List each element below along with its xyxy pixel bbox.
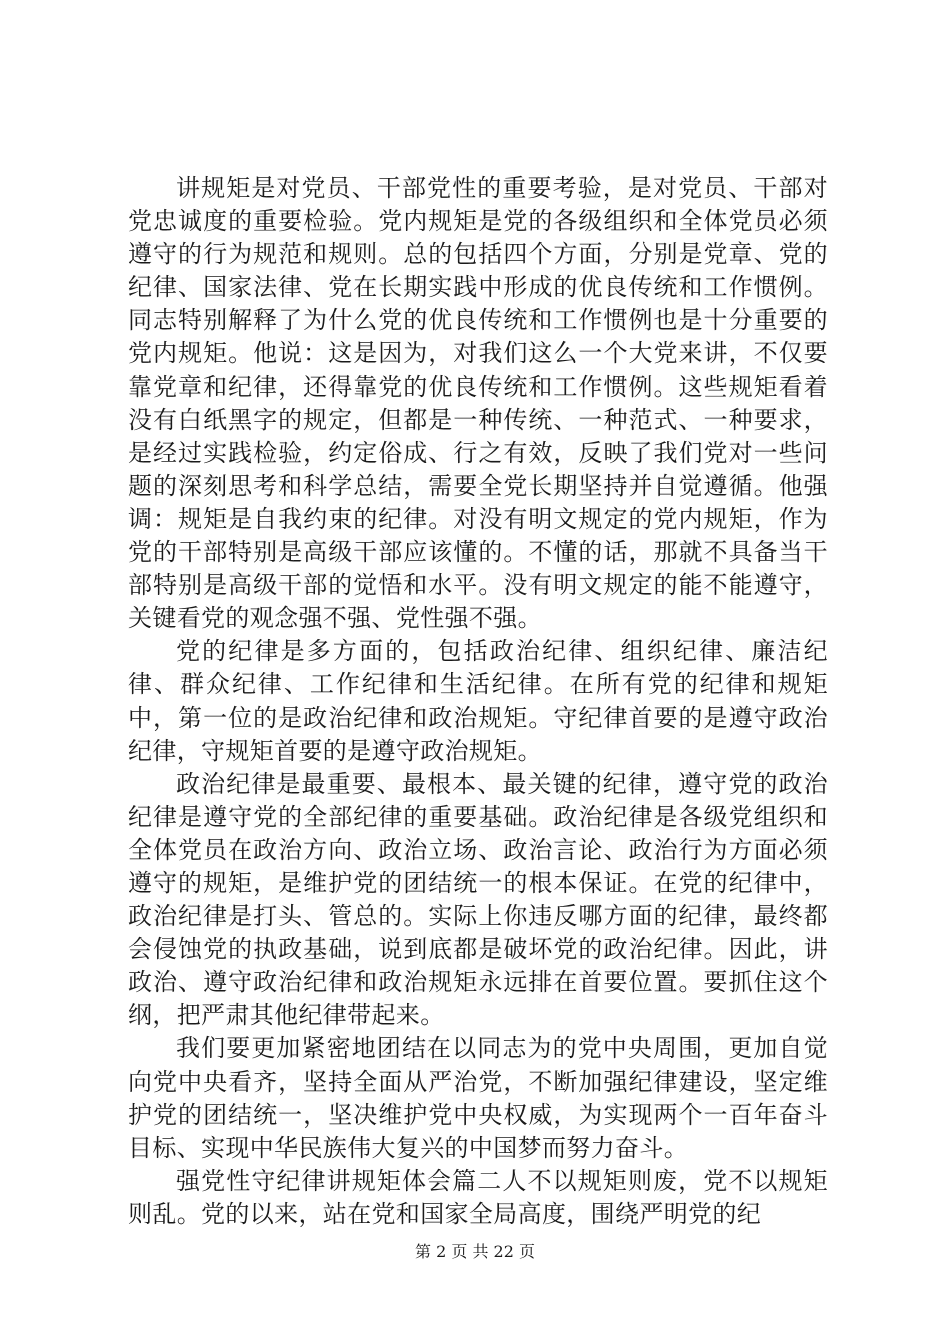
page-number-footer: 第 2 页 共 22 页 [415, 1242, 535, 1261]
document-body [128, 172, 828, 1231]
paragraph-2: 党的纪律是多方面的，包括政治纪律、组织纪律、廉洁纪律、群众纪律、工作纪律和生活纪律。在所有党的纪律和规矩中，第一位的是政治纪律和政治规矩。守纪律首要的是遵守政治纪律，守规矩首要的是遵守政治规矩。 [128, 637, 828, 765]
paragraph-5: 强党性守纪律讲规矩体会篇二人不以规矩则废，党不以规矩则乱。党的以来，站在党和国家全局高度，围绕严明党的纪 [128, 1166, 828, 1228]
paragraph-1: 讲规矩是对党员、干部党性的重要考验，是对党员、干部对党忠诚度的重要检验。党内规矩是党的各级组织和全体党员必须遵守的行为规范和规则。总的包括四个方面，分别是党章、党的纪律、国家法律、党在长期实践中形成的优良传统和工作惯例。同志特别解释了为什么党的优良传统和工作惯例也是十分重要的党内规矩。他说：这是因为，对我们这么一个大党来讲，不仅要靠党章和纪律，还得靠党的优良传统和工作惯例。这些规矩看着没有白纸黑字的规定，但都是一种传统、一种范式、一种要求，是经过实践检验，约定俗成、行之有效，反映了我们党对一些问题的深刻思考和科学总结，需要全党长期坚持并自觉遵循。他强调：规矩是自我约束的纪律。对没有明文规定的党内规矩，作为党的干部特别是高级干部应该懂的。不懂的话，那就不具备当干部特别是高级干部的觉悟和水平。没有明文规定的能不能遵守，关键看党的观念强不强、党性强不强。 [128, 174, 828, 633]
paragraph-4: 我们要更加紧密地团结在以同志为的党中央周围，更加自觉向党中央看齐，坚持全面从严治党，不断加强纪律建设，坚定维护党的团结统一，坚决维护党中央权威，为实现两个一百年奋斗目标、实现中华民族伟大复兴的中国梦而努力奋斗。 [128, 1034, 828, 1162]
paragraph-3: 政治纪律是最重要、最根本、最关键的纪律，遵守党的政治纪律是遵守党的全部纪律的重要基础。政治纪律是各级党组织和全体党员在政治方向、政治立场、政治言论、政治行为方面必须遵守的规矩，是维护党的团结统一的根本保证。在党的纪律中，政治纪律是打头、管总的。实际上你违反哪方面的纪律，最终都会侵蚀党的执政基础，说到底都是破坏党的政治纪律。因此，讲政治、遵守政治纪律和政治规矩永远排在首要位置。要抓住这个纲，把严肃其他纪律带起来。 [128, 769, 828, 1030]
